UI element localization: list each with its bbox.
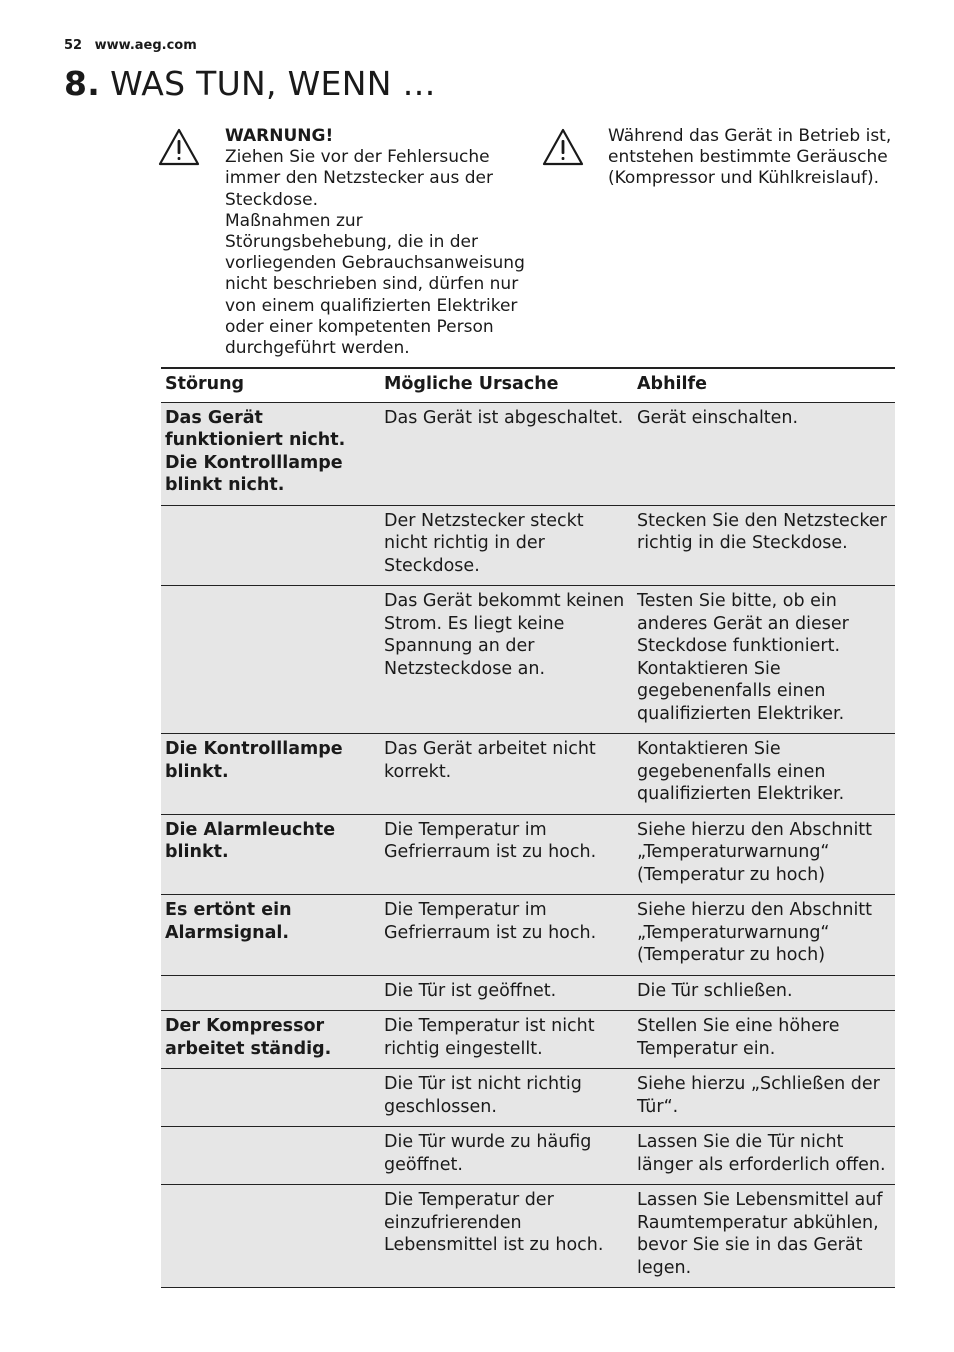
cell-abhilfe: Siehe hierzu den Abschnitt „Temperaturwarnung“ (Temperatur zu hoch): [633, 895, 895, 976]
cell-ursache: Die Tür ist geöffnet.: [380, 975, 633, 1011]
warning-paragraph-1: Ziehen Sie vor der Fehlersuche immer den Netzstecker aus der Steckdose.: [225, 147, 493, 210]
cell-ursache: Das Gerät ist abgeschaltet.: [380, 402, 633, 505]
table-row: [161, 1069, 895, 1127]
cell-abhilfe: Testen Sie bitte, ob ein anderes Gerät an dieser Steckdose funktioniert. Kontaktieren Sie gegebenenfalls einen qualifizierten Elektriker.: [633, 586, 895, 734]
cell-ursache: Der Netzstecker steckt nicht richtig in der Steckdose.: [380, 505, 633, 586]
cell-stoerung: [161, 586, 380, 734]
table-row: [161, 1011, 895, 1069]
cell-ursache: Die Tür wurde zu häufig geöffnet.: [380, 1127, 633, 1185]
cell-ursache: Die Temperatur im Gefrierraum ist zu hoch.: [380, 814, 633, 895]
cell-stoerung: Die Alarmleuchte blinkt.: [161, 814, 380, 895]
cell-ursache: Die Tür ist nicht richtig geschlossen.: [380, 1069, 633, 1127]
cell-stoerung: Das Gerät funktioniert nicht. Die Kontrolllampe blinkt nicht.: [161, 402, 380, 505]
header-stoerung: Störung: [161, 368, 380, 402]
chapter-number: 8.: [64, 64, 101, 103]
troubleshooting-table: [161, 367, 895, 1288]
cell-abhilfe: Siehe hierzu „Schließen der Tür“.: [633, 1069, 895, 1127]
cell-abhilfe: Siehe hierzu den Abschnitt „Temperaturwarnung“ (Temperatur zu hoch): [633, 814, 895, 895]
table-row: [161, 1185, 895, 1288]
table-row: [161, 734, 895, 815]
cell-stoerung: [161, 1185, 380, 1288]
cell-abhilfe: Gerät einschalten.: [633, 402, 895, 505]
cell-ursache: Die Temperatur im Gefrierraum ist zu hoch.: [380, 895, 633, 976]
cell-stoerung: Der Kompressor arbeitet ständig.: [161, 1011, 380, 1069]
cell-stoerung: Es ertönt ein Alarmsignal.: [161, 895, 380, 976]
cell-abhilfe: Stecken Sie den Netzstecker richtig in die Steckdose.: [633, 505, 895, 586]
table-row: [161, 814, 895, 895]
table-row: [161, 586, 895, 734]
warning-paragraph-2: Maßnahmen zur Störungsbehebung, die in der vorliegenden Gebrauchsanweisung nicht beschrieben sind, dürfen nur von einem qualifizierten Elektriker oder einer kompetenten Person durchgeführt werden.: [225, 210, 525, 359]
table-header-row: [161, 368, 895, 402]
warning-triangle-icon: [542, 128, 584, 166]
warning-triangle-icon: [158, 128, 200, 166]
table-row: [161, 1127, 895, 1185]
page-number: 52: [64, 38, 83, 53]
cell-ursache: Das Gerät bekommt keinen Strom. Es liegt keine Spannung an der Netzsteckdose an.: [380, 586, 633, 734]
cell-stoerung: [161, 975, 380, 1011]
cell-stoerung: [161, 1069, 380, 1127]
warning-heading: WARNUNG!: [225, 126, 334, 146]
cell-abhilfe: Lassen Sie Lebensmittel auf Raumtemperatur abkühlen, bevor Sie sie in das Gerät legen.: [633, 1185, 895, 1288]
header-ursache: Mögliche Ursache: [380, 368, 633, 402]
cell-abhilfe: Kontaktieren Sie gegebenenfalls einen qualifizierten Elektriker.: [633, 734, 895, 815]
cell-stoerung: Die Kontrolllampe blinkt.: [161, 734, 380, 815]
cell-ursache: Die Temperatur ist nicht richtig eingestellt.: [380, 1011, 633, 1069]
cell-abhilfe: Stellen Sie eine höhere Temperatur ein.: [633, 1011, 895, 1069]
noise-note: [608, 126, 908, 190]
cell-ursache: Die Temperatur der einzufrierenden Lebensmittel ist zu hoch.: [380, 1185, 633, 1288]
header-abhilfe: Abhilfe: [633, 368, 895, 402]
cell-stoerung: [161, 1127, 380, 1185]
noise-note-text: Während das Gerät in Betrieb ist, entstehen bestimmte Geräusche (Kompressor und Kühlkreislauf).: [608, 126, 892, 189]
cell-ursache: Das Gerät arbeitet nicht korrekt.: [380, 734, 633, 815]
warning-box: [225, 126, 525, 359]
cell-abhilfe: Die Tür schließen.: [633, 975, 895, 1011]
table-row: [161, 402, 895, 505]
page-header: [64, 38, 197, 53]
site-url[interactable]: www.aeg.com: [94, 38, 197, 53]
table-row: [161, 895, 895, 976]
table-body: [161, 402, 895, 1288]
table-row: [161, 505, 895, 586]
cell-abhilfe: Lassen Sie die Tür nicht länger als erforderlich offen.: [633, 1127, 895, 1185]
table-row: [161, 975, 895, 1011]
chapter-title: [64, 64, 436, 103]
chapter-title-text: WAS TUN, WENN …: [110, 64, 436, 103]
cell-stoerung: [161, 505, 380, 586]
